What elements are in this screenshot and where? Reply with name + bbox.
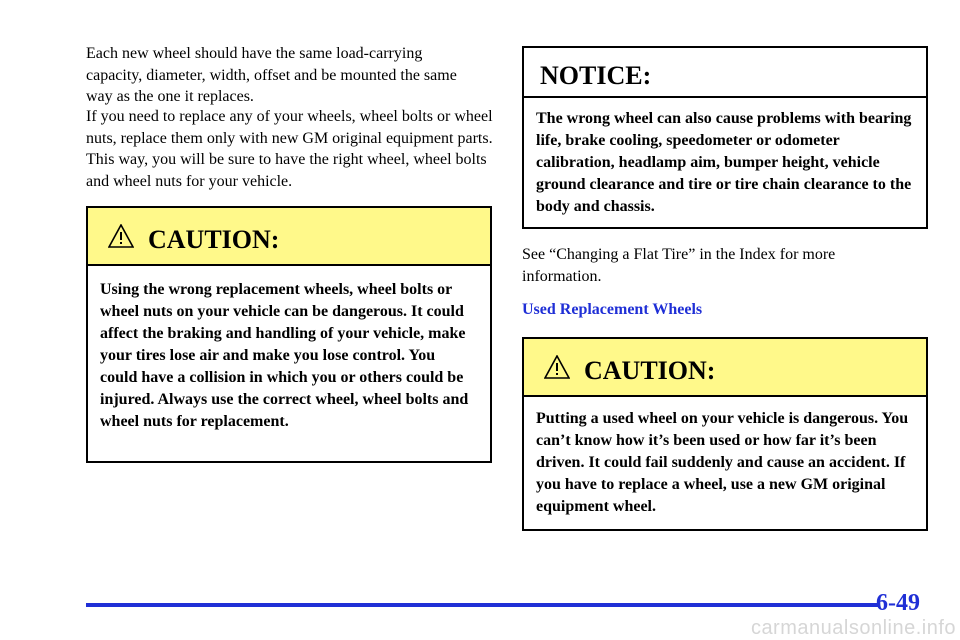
caution-header <box>88 208 490 266</box>
intro-paragraph: Each new wheel should have the same load-carrying capacity, diameter, width, offset and be mounted the same way as the one it replaces. <box>86 45 457 105</box>
see-index-paragraph: See “Changing a Flat Tire” in the Index for more information. <box>522 246 836 285</box>
section-subheading: Used Replacement Wheels <box>522 301 703 318</box>
warning-triangle-icon <box>544 355 570 379</box>
footer-rule <box>86 603 880 607</box>
caution-header <box>524 339 926 397</box>
watermark: carmanualsonline.info <box>750 617 956 639</box>
notice-body: The wrong wheel can also cause problems with bearing life, brake cooling, speedometer or odometer calibration, headlamp aim, bumper height, vehicle ground clearance and tire or tire chain clearance to the body and chassis. <box>536 110 912 215</box>
replacement-paragraph: If you need to replace any of your wheels, wheel bolts or wheel nuts, replace them only with new GM original equipment parts. This way, you will be sure to have the right wheel, wheel bolts and wheel nuts for your vehicle. <box>86 108 493 190</box>
page-number: 6-49 <box>876 590 920 616</box>
notice-header <box>524 48 926 98</box>
notice-title: NOTICE: <box>540 61 652 90</box>
caution-title: CAUTION: <box>584 356 716 385</box>
warning-triangle-icon <box>108 224 134 248</box>
caution-box-right <box>522 337 928 531</box>
caution-box-left <box>86 206 492 463</box>
caution-title: CAUTION: <box>148 225 280 254</box>
notice-box <box>522 46 928 229</box>
caution-body: Using the wrong replacement wheels, wheel bolts or wheel nuts on your vehicle can be dangerous. It could affect the braking and handling of your vehicle, make your tires lose air and make you lose control. You could have a collision in which you or others could be injured. Always use the correct wheel, wheel bolts and wheel nuts for replacement. <box>100 281 469 430</box>
caution-body: Putting a used wheel on your vehicle is dangerous. You can’t know how it’s been used or how far it’s been driven. It could fail suddenly and cause an accident. If you have to replace a wheel, use a new GM original equipment wheel. <box>536 410 909 515</box>
